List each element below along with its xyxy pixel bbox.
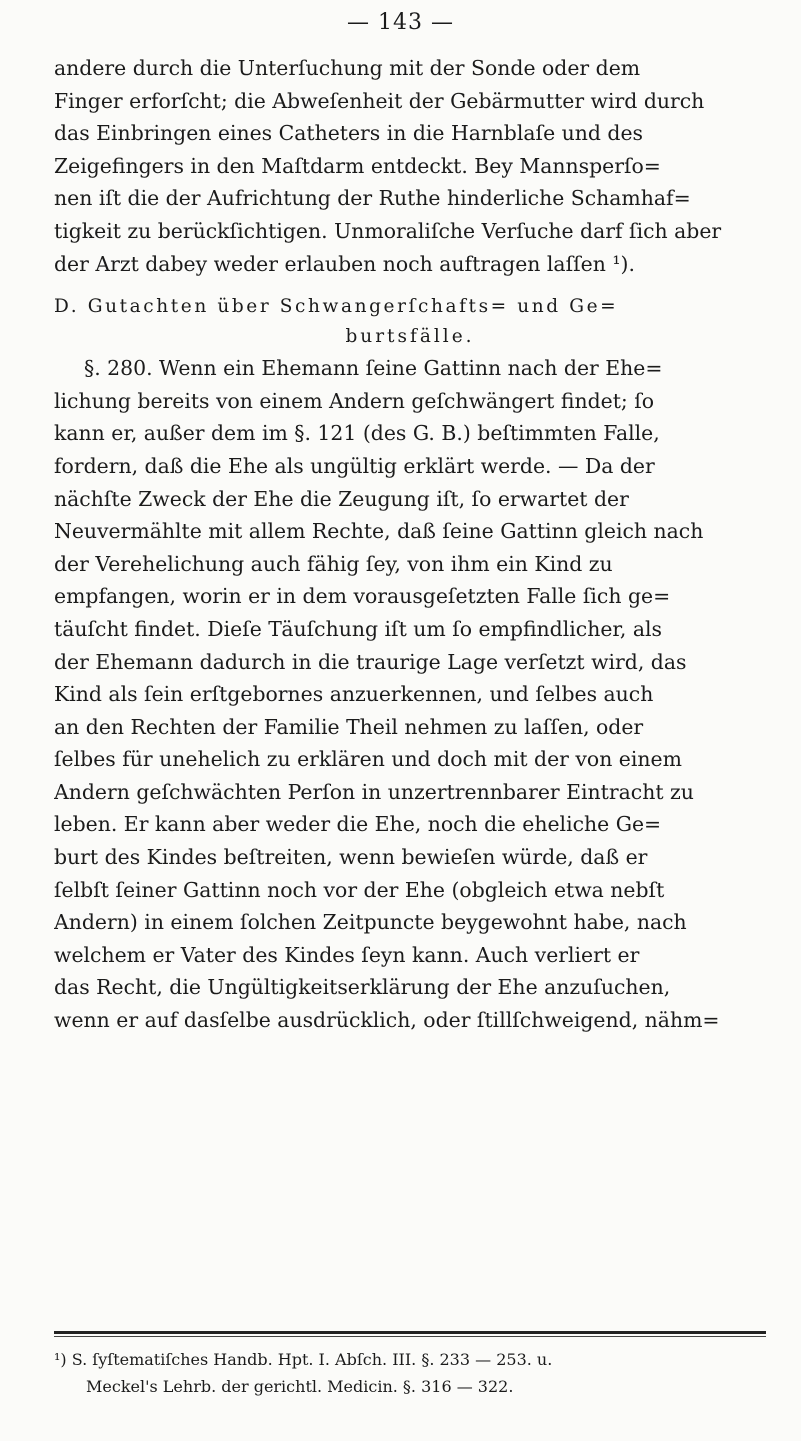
- text-line: tigkeit zu berückſichtigen. Unmoraliſche Verſuche darf ſich aber: [54, 218, 722, 243]
- footnote-divider: [54, 1331, 766, 1334]
- text-line: Andern) in einem ſolchen Zeitpuncte beygewohnt habe, nach: [54, 910, 687, 935]
- text-line: lichung bereits von einem Andern geſchwängert findet; ſo: [54, 388, 655, 413]
- text-line: welchem er Vater des Kindes ſeyn kann. Auch verliert er: [54, 942, 640, 967]
- text-line: leben. Er kann aber weder die Ehe, noch die eheliche Ge=: [54, 812, 662, 837]
- text-line: kann er, außer dem im §. 121 (des G. B.) beſtimmten Falle,: [54, 421, 660, 446]
- text-line: das Einbringen eines Catheters in die Harnblaſe und des: [54, 121, 644, 146]
- paragraph-2: [54, 352, 766, 1036]
- text-line: nen iſt die der Aufrichtung der Ruthe hinderliche Schamhaf=: [54, 186, 691, 211]
- footnote-line: ¹) S. ſyſtematiſches Handb. Hpt. I. Abſch. III. §. 233 — 253. u.: [54, 1350, 553, 1369]
- text-line: §. 280. Wenn ein Ehemann ſeine Gattinn nach der Ehe=: [84, 356, 663, 381]
- text-line: burt des Kindes beſtreiten, wenn bewieſen würde, daß er: [54, 845, 648, 870]
- page-number: — 143 —: [347, 10, 454, 35]
- text-line: Zeigefingers in den Maſtdarm entdeckt. Bey Mannsperſo=: [54, 153, 661, 178]
- text-line: nächſte Zweck der Ehe die Zeugung iſt, ſo erwartet der: [54, 486, 629, 511]
- text-line: der Verehelichung auch fähig ſey, von ihm ein Kind zu: [54, 551, 613, 576]
- page-header: [0, 10, 801, 35]
- text-line: das Recht, die Ungültigkeitserklärung der Ehe anzuſuchen,: [54, 975, 671, 1000]
- main-text: [54, 52, 766, 1037]
- text-line: Neuvermählte mit allem Rechte, daß ſeine Gattinn gleich nach: [54, 519, 704, 544]
- text-line: Andern geſchwächten Perſon in unzertrennbarer Eintracht zu: [54, 779, 694, 804]
- text-line: ſelbes für unehelich zu erklären und doch mit der von einem: [54, 747, 682, 772]
- footnote-divider-thin: [54, 1336, 766, 1337]
- section-heading-line: D. Gutachten über Schwangerſchafts= und Ge=: [54, 296, 619, 318]
- footnotes: [54, 1346, 766, 1400]
- text-line: Kind als ſein erſtgebornes anzuerkennen, und ſelbes auch: [54, 682, 654, 707]
- section-heading: [54, 292, 766, 352]
- text-line: ſelbſt ſeiner Gattinn noch vor der Ehe (obgleich etwa nebſt: [54, 877, 665, 902]
- footnote-line: Meckel's Lehrb. der gerichtl. Medicin. §. 316 — 322.: [86, 1377, 514, 1396]
- text-line: fordern, daß die Ehe als ungültig erklärt werde. — Da der: [54, 453, 655, 478]
- text-line: wenn er auf dasſelbe ausdrücklich, oder ſtillſchweigend, nähm=: [54, 1008, 720, 1033]
- paragraph-1: [54, 52, 766, 280]
- section-heading-line: burtsfälle.: [345, 326, 475, 348]
- text-line: der Ehemann dadurch in die traurige Lage verſetzt wird, das: [54, 649, 687, 674]
- text-line: täuſcht findet. Dieſe Täuſchung iſt um ſo empfindlicher, als: [54, 616, 663, 641]
- text-line: Finger erforſcht; die Abweſenheit der Gebärmutter wird durch: [54, 88, 705, 113]
- text-line: der Arzt dabey weder erlauben noch auftragen laſſen ¹).: [54, 251, 635, 276]
- text-line: andere durch die Unterſuchung mit der Sonde oder dem: [54, 56, 641, 80]
- text-line: empfangen, worin er in dem vorausgeſetzten Falle ſich ge=: [54, 584, 671, 609]
- text-line: an den Rechten der Familie Theil nehmen zu laſſen, oder: [54, 714, 644, 739]
